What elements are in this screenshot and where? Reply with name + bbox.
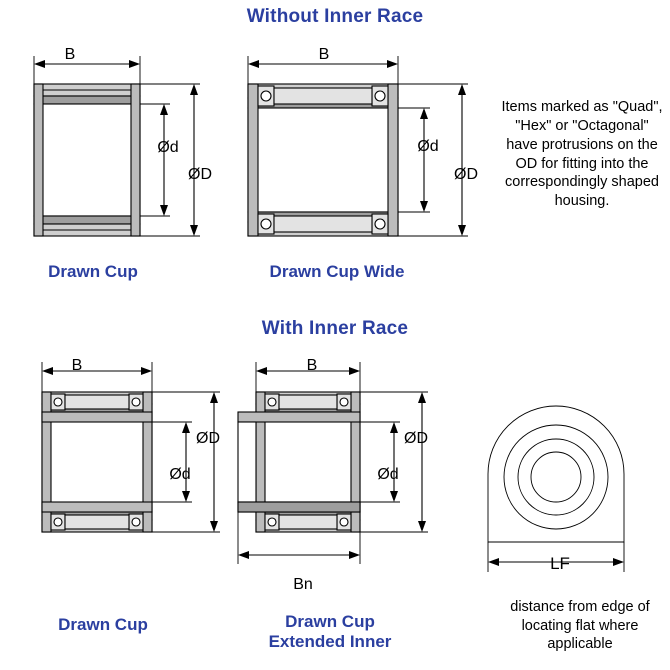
section-title-without-inner-race: Without Inner Race <box>246 6 424 27</box>
caption-drawn-cup-extended-inner-line2: Extended Inner <box>268 632 392 651</box>
dim-label-b-fig4: B <box>306 357 318 374</box>
dim-label-od-inner-fig1: Ød <box>157 139 179 156</box>
caption-drawn-cup-extended-inner-line1: Drawn Cup <box>285 612 375 631</box>
section-title-with-inner-race: With Inner Race <box>261 318 409 339</box>
dim-label-b-fig2: B <box>318 46 330 63</box>
dim-label-b-fig1: B <box>64 46 76 63</box>
footnote-locating-flat: distance from edge of locating flat where applicable <box>510 599 650 653</box>
drawn-cup-extended-inner-drawing <box>228 352 458 602</box>
dim-label-od-outer-fig1: ØD <box>188 166 212 183</box>
dim-label-b-fig3: B <box>71 357 83 374</box>
caption-drawn-cup-inner: Drawn Cup <box>58 615 148 634</box>
figure-drawn-cup-wide <box>234 42 494 267</box>
drawn-cup-wide-drawing <box>234 42 494 267</box>
caption-drawn-cup: Drawn Cup <box>48 262 138 281</box>
dim-label-od-outer-fig4: ØD <box>404 430 428 447</box>
dim-label-od-outer-fig2: ØD <box>454 166 478 183</box>
figure-drawn-cup-inner <box>20 352 240 582</box>
dim-label-bn-fig4: Bn <box>293 576 313 593</box>
figure-drawn-cup-extended-inner <box>228 352 458 602</box>
dim-label-od-inner-fig2: Ød <box>417 138 439 155</box>
locating-flat-drawing <box>468 382 658 582</box>
dim-label-od-inner-fig4: Ød <box>377 466 399 483</box>
caption-drawn-cup-wide: Drawn Cup Wide <box>269 262 405 281</box>
drawn-cup-inner-drawing <box>20 352 240 582</box>
dim-label-lf: LF <box>550 554 570 573</box>
dim-label-od-inner-fig3: Ød <box>169 466 191 483</box>
figure-locating-flat <box>468 382 658 582</box>
dim-label-od-outer-fig3: ØD <box>196 430 220 447</box>
note-quad-hex-octagonal: Items marked as "Quad", "Hex" or "Octagonal" have protrusions on the OD for fitting into the correspondingly shaped housing. <box>501 99 663 210</box>
